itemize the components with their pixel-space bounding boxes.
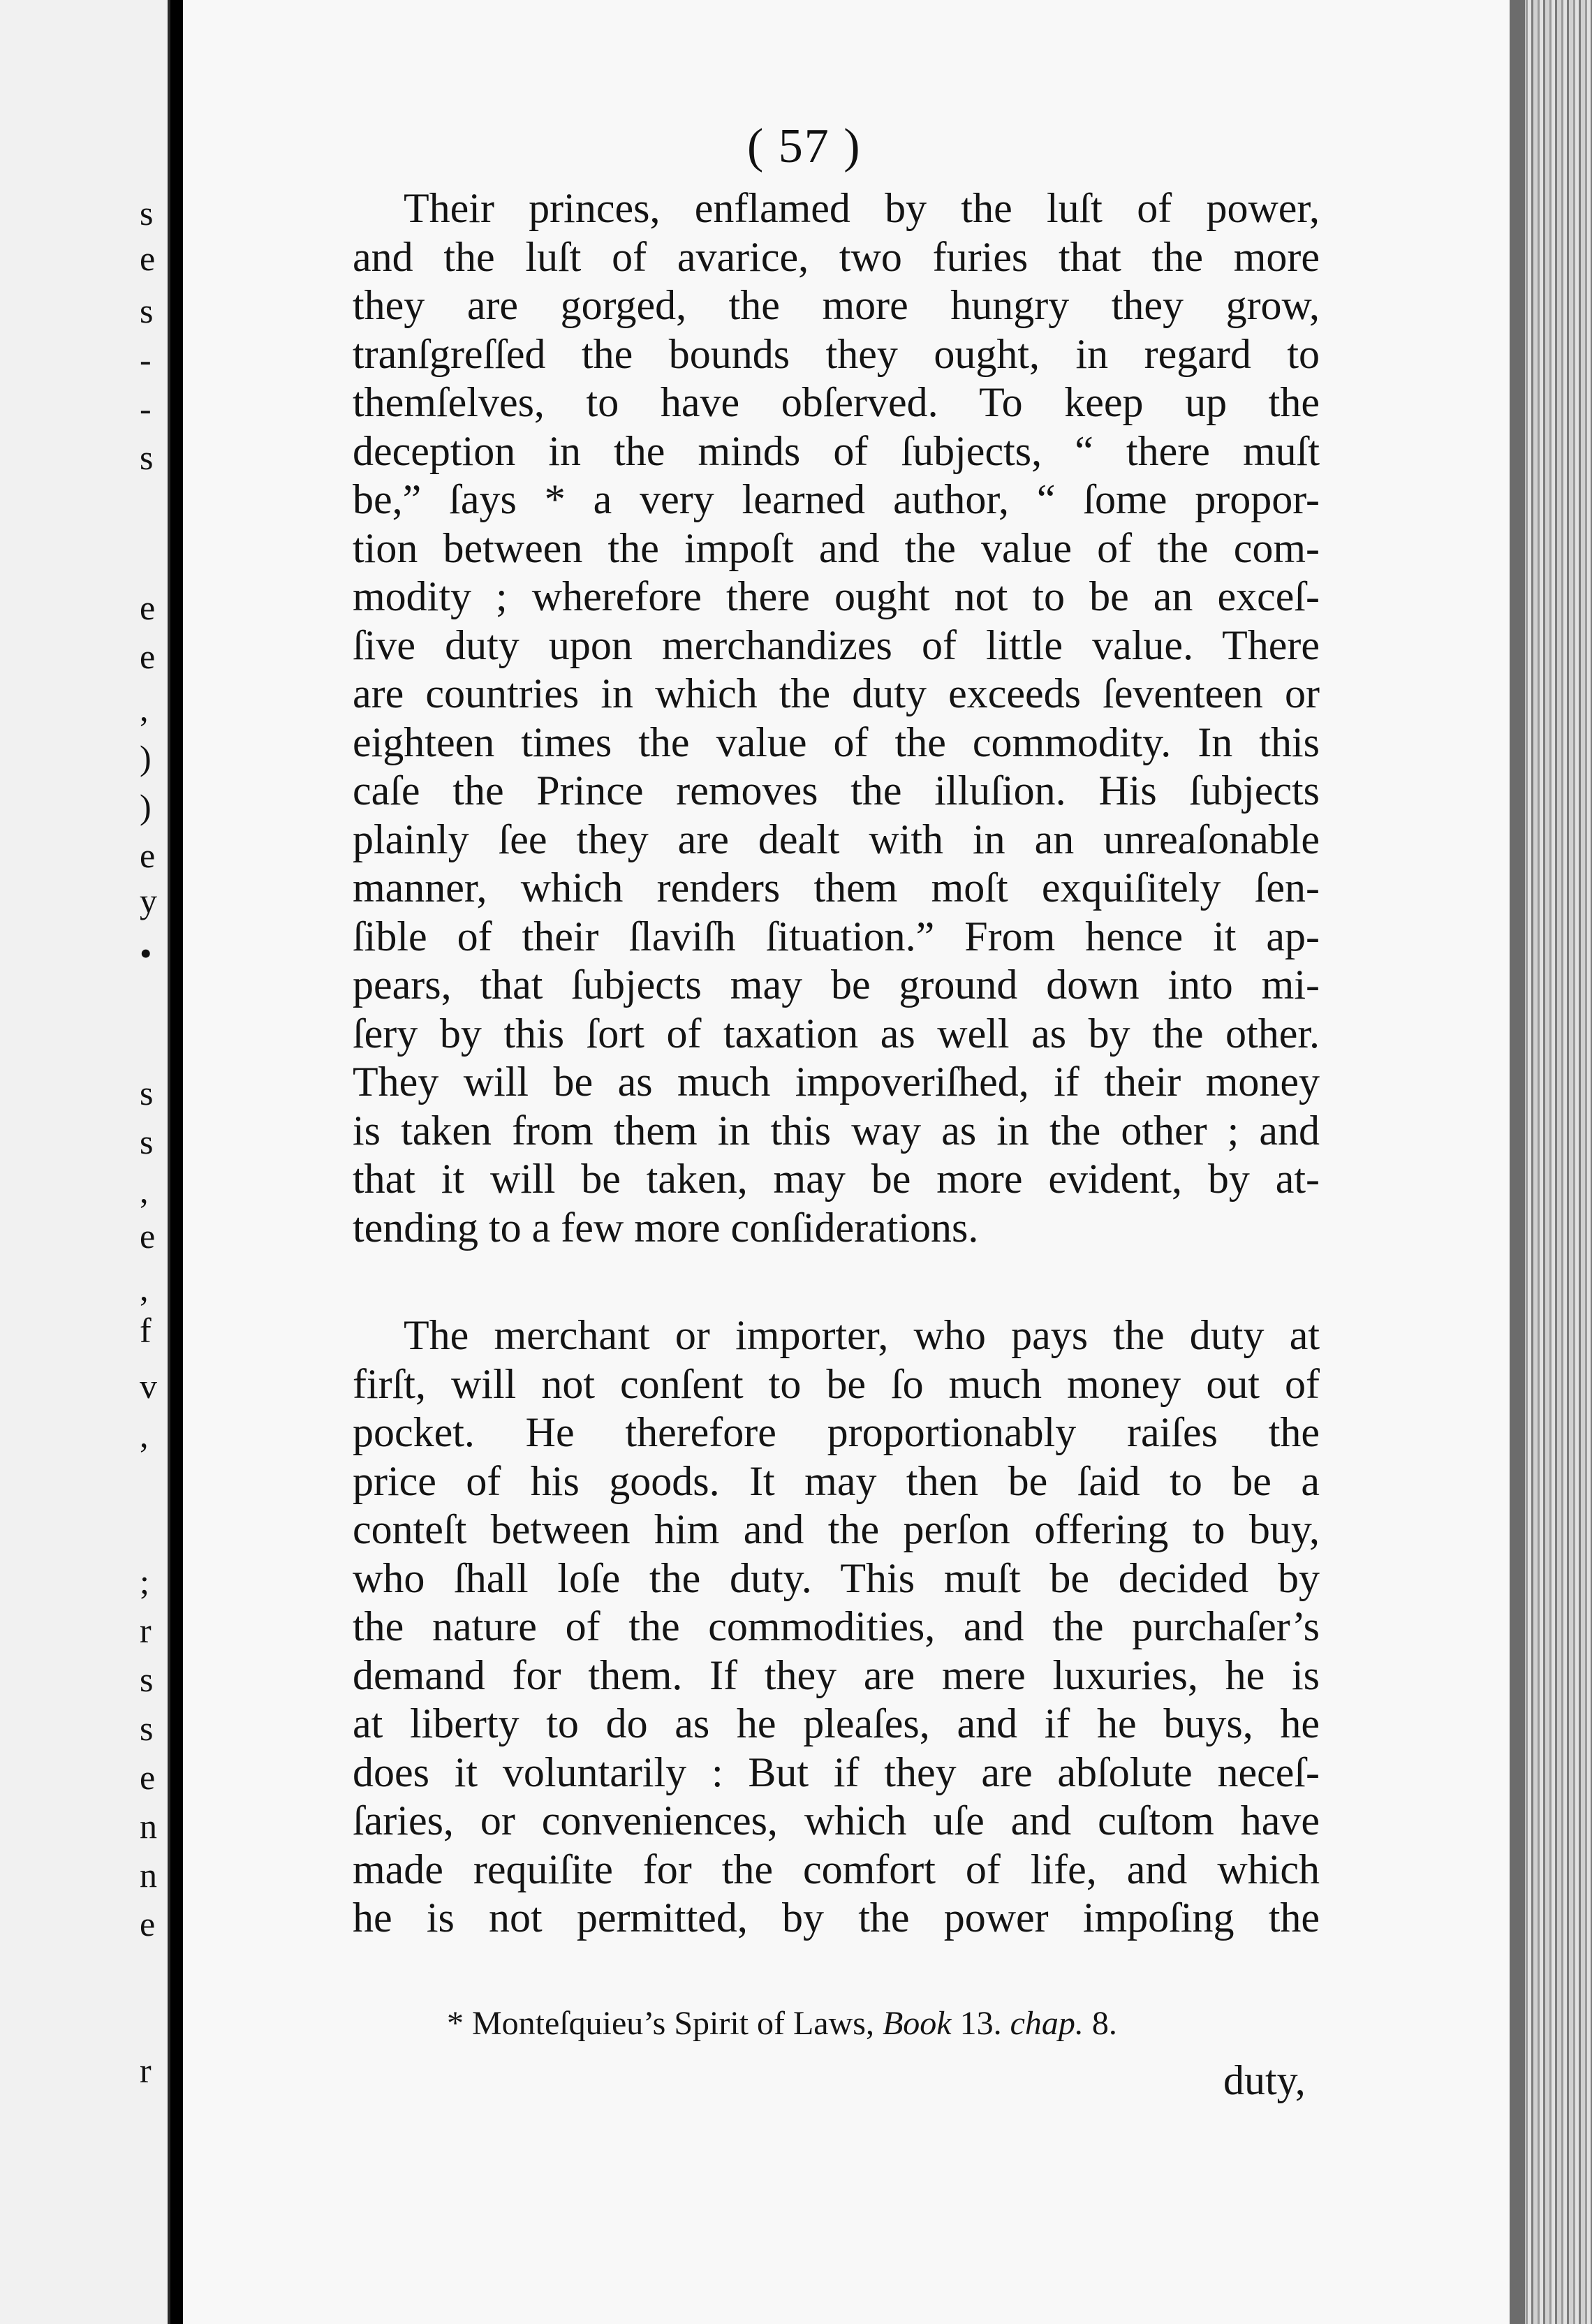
- text-line: ſive duty upon merchandizes of little value. There: [353, 622, 1320, 668]
- text-line: deception in the minds of ſubjects, “ there muſt: [353, 427, 1320, 474]
- margin-letter: -: [140, 340, 152, 379]
- page-gutter-shadow: [1510, 0, 1525, 2324]
- footnote-num: 8.: [1083, 2005, 1117, 2042]
- text-line: price of his goods. It may then be ſaid to be a: [353, 1457, 1320, 1504]
- text-line: eighteen times the value of the commodity. In this: [353, 719, 1320, 765]
- margin-letter: r: [140, 2051, 152, 2090]
- margin-letter: e: [140, 1216, 156, 1256]
- text-line: ſery by this ſort of taxation as well as by the other.: [353, 1010, 1320, 1057]
- text-line: he is not permitted, by the power impoſing the: [353, 1895, 1320, 1941]
- margin-letter: s: [140, 1709, 154, 1748]
- footnote-text: * Monteſquieu’s Spirit of Laws,: [447, 2005, 883, 2042]
- footnote-ref: 13.: [951, 2005, 1010, 2042]
- text-line: they are gorged, the more hungry they grow,: [353, 282, 1320, 328]
- text-line: that it will be taken, may be more evident, by at-: [353, 1156, 1320, 1202]
- footnote: [447, 2004, 1117, 2043]
- catchword: duty,: [1223, 2057, 1306, 2103]
- text-line: pears, that ſubjects may be ground down into mi-: [353, 962, 1320, 1008]
- footnote-chap: chap.: [1010, 2005, 1084, 2042]
- margin-letter: e: [140, 836, 156, 875]
- text-line: demand for them. If they are mere luxuries, he is: [353, 1652, 1320, 1698]
- text-line: tranſgreſſed the bounds they ought, in regard to: [353, 330, 1320, 377]
- margin-letter: f: [140, 1311, 152, 1350]
- text-line: tending to a few more conſiderations.: [353, 1204, 979, 1251]
- margin-letter: ,: [140, 1269, 149, 1308]
- margin-letter: ;: [140, 1562, 149, 1601]
- margin-letter: s: [140, 193, 154, 233]
- text-line: ſible of their ſlaviſh ſituation.” From hence it ap-: [353, 913, 1320, 959]
- text-line: plainly ſee they are dealt with in an unreaſonable: [353, 816, 1320, 862]
- text-line: modity ; wherefore there ought not to be an exceſ-: [353, 573, 1320, 619]
- text-line: firſt, will not conſent to be ſo much money out of: [353, 1360, 1320, 1407]
- text-line: caſe the Prince removes the illuſion. His ſubjects: [353, 767, 1320, 814]
- margin-letter: ): [140, 738, 152, 777]
- margin-letter: -: [140, 389, 152, 428]
- margin-letter: •: [140, 934, 152, 973]
- margin-letter: n: [140, 1855, 157, 1895]
- text-line: conteſt between him and the perſon offering to buy,: [353, 1506, 1320, 1552]
- text-line: They will be as much impoveriſhed, if their money: [353, 1059, 1320, 1105]
- margin-letter: e: [140, 239, 156, 278]
- text-line: ſaries, or conveniences, which uſe and cuſtom have: [353, 1797, 1320, 1844]
- text-line: is taken from them in this way as in the other ; and: [353, 1107, 1320, 1154]
- text-line: and the luſt of avarice, two furies that the more: [353, 233, 1320, 280]
- margin-letter: e: [140, 1758, 156, 1797]
- footnote-book: Book: [882, 2005, 952, 2042]
- margin-letter: s: [140, 291, 154, 330]
- margin-letter: e: [140, 1904, 156, 1943]
- margin-letter: r: [140, 1611, 152, 1650]
- text-line: who ſhall loſe the duty. This muſt be decided by: [353, 1554, 1320, 1601]
- text-line: pocket. He therefore proportionably raiſes the: [353, 1409, 1320, 1455]
- margin-letter: s: [140, 1073, 154, 1112]
- text-line: Their princes, enflamed by the luſt of power,: [404, 185, 1320, 231]
- text-line: made requiſite for the comfort of life, and which: [353, 1846, 1320, 1892]
- margin-letter: ,: [140, 689, 149, 728]
- margin-letter: s: [140, 438, 154, 477]
- text-line: are countries in which the duty exceeds ſeventeen or: [353, 670, 1320, 716]
- margin-letter: ,: [140, 1415, 149, 1455]
- text-line: themſelves, to have obſerved. To keep up the: [353, 379, 1320, 425]
- text-line: the nature of the commodities, and the purchaſer’s: [353, 1603, 1320, 1649]
- margin-letter: e: [140, 637, 156, 676]
- page-number: ( 57 ): [747, 119, 862, 173]
- text-line: be,” ſays * a very learned author, “ ſome propor-: [353, 476, 1320, 522]
- text-line: manner, which renders them moſt exquiſitely ſen-: [353, 865, 1320, 911]
- margin-letter: n: [140, 1807, 157, 1846]
- text-line: tion between the impoſt and the value of the com-: [353, 524, 1320, 571]
- margin-letter: ,: [140, 1171, 149, 1210]
- margin-letter: v: [140, 1367, 157, 1406]
- margin-letter: e: [140, 588, 156, 627]
- margin-letter: s: [140, 1660, 154, 1699]
- text-line: does it voluntarily : But if they are abſolute neceſ-: [353, 1749, 1320, 1795]
- text-line: The merchant or importer, who pays the duty at: [404, 1312, 1320, 1358]
- text-line: at liberty to do as he pleaſes, and if he buys, he: [353, 1700, 1320, 1746]
- margin-letter: s: [140, 1122, 154, 1161]
- margin-letter: y: [140, 881, 157, 920]
- margin-letter: ): [140, 787, 152, 826]
